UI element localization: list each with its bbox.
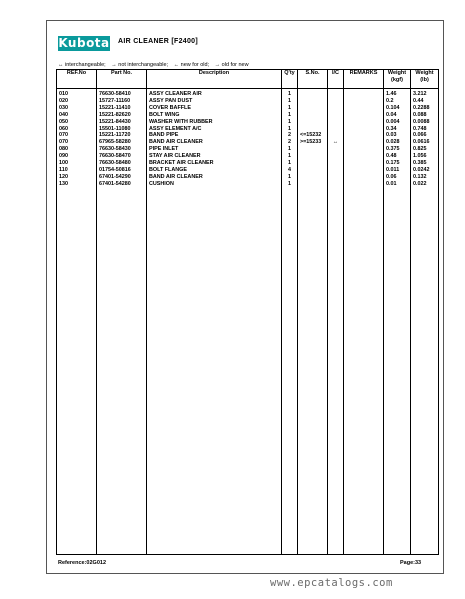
weight-lb-cell: 3.212: [411, 89, 439, 98]
ref-cell: 050: [57, 119, 97, 126]
description-cell: BAND AIR CLEANER: [147, 139, 282, 146]
col-header-ic: I/C: [328, 70, 344, 89]
serial-number-cell: [298, 181, 328, 188]
remarks-cell: [344, 160, 384, 167]
col-header-remarks: REMARKS: [344, 70, 384, 89]
description-cell: ASSY ELEMENT A/C: [147, 126, 282, 133]
table-row: [57, 139, 439, 146]
serial-number-cell: >=15233: [298, 139, 328, 146]
ic-cell: [328, 119, 344, 126]
part-number-cell: 15221-11410: [97, 105, 147, 112]
part-number-cell: 15501-11080: [97, 126, 147, 133]
remarks-cell: [344, 181, 384, 188]
ref-cell: 090: [57, 153, 97, 160]
description-cell: WASHER WITH RUBBER: [147, 119, 282, 126]
part-number-cell: 67401-54280: [97, 181, 147, 188]
empty-cell: [282, 188, 298, 555]
part-number-cell: 15221-82620: [97, 112, 147, 119]
qty-cell: 2: [282, 132, 298, 139]
serial-number-cell: [298, 167, 328, 174]
weight-lb-cell: 0.385: [411, 160, 439, 167]
qty-cell: 1: [282, 89, 298, 98]
weight-lb-cell: 0.44: [411, 98, 439, 105]
empty-cell: [97, 188, 147, 555]
serial-number-cell: [298, 112, 328, 119]
description-cell: BAND PIPE: [147, 132, 282, 139]
col-header-part: Part No.: [97, 70, 147, 89]
ref-cell: 010: [57, 89, 97, 98]
remarks-cell: [344, 132, 384, 139]
description-cell: PIPE INLET: [147, 146, 282, 153]
ref-cell: 080: [57, 146, 97, 153]
qty-cell: 1: [282, 112, 298, 119]
remarks-cell: [344, 167, 384, 174]
table-row: [57, 132, 439, 139]
qty-cell: 1: [282, 181, 298, 188]
remarks-cell: [344, 139, 384, 146]
qty-cell: 1: [282, 160, 298, 167]
table-row: [57, 105, 439, 112]
table-row: [57, 112, 439, 119]
weight-kgf-cell: 0.06: [384, 174, 411, 181]
qty-cell: 2: [282, 139, 298, 146]
table-header-row: [57, 70, 439, 89]
weight-kgf-cell: 0.04: [384, 112, 411, 119]
remarks-cell: [344, 146, 384, 153]
weight-lb-cell: 0.022: [411, 181, 439, 188]
legend-old-for-new: → old for new: [214, 62, 249, 68]
weight-kgf-cell: 1.46: [384, 89, 411, 98]
part-number-cell: 15221-84430: [97, 119, 147, 126]
col-header-qty: Q'ty: [282, 70, 298, 89]
remarks-cell: [344, 89, 384, 98]
table-row: [57, 119, 439, 126]
description-cell: BOLT WING: [147, 112, 282, 119]
table-filler-row: [57, 188, 439, 555]
weight-kgf-cell: 0.375: [384, 146, 411, 153]
part-number-cell: 67965-58280: [97, 139, 147, 146]
ref-cell: 130: [57, 181, 97, 188]
description-cell: ASSY CLEANER AIR: [147, 89, 282, 98]
remarks-cell: [344, 174, 384, 181]
weight-lb-cell: 0.748: [411, 126, 439, 133]
ic-cell: [328, 181, 344, 188]
ref-cell: 070: [57, 139, 97, 146]
serial-number-cell: [298, 105, 328, 112]
table-row: [57, 174, 439, 181]
qty-cell: 1: [282, 119, 298, 126]
legend-not-interchangeable: → not interchangeable;: [111, 62, 169, 68]
description-cell: CUSHION: [147, 181, 282, 188]
ic-cell: [328, 89, 344, 98]
table-row: [57, 181, 439, 188]
remarks-cell: [344, 119, 384, 126]
ref-cell: 070: [57, 132, 97, 139]
part-number-cell: 15727-11160: [97, 98, 147, 105]
ic-cell: ↔: [328, 139, 344, 146]
description-cell: COVER BAFFLE: [147, 105, 282, 112]
weight-lb-cell: 0.132: [411, 174, 439, 181]
weight-lb-cell: 1.056: [411, 153, 439, 160]
col-header-weight-kgf: Weight (kgf): [384, 70, 411, 89]
remarks-cell: [344, 126, 384, 133]
weight-lb-cell: 0.066: [411, 132, 439, 139]
remarks-cell: [344, 153, 384, 160]
qty-cell: 1: [282, 98, 298, 105]
part-number-cell: 67401-54290: [97, 174, 147, 181]
parts-table: [56, 69, 439, 555]
weight-lb-cell: 0.2288: [411, 105, 439, 112]
ic-cell: [328, 98, 344, 105]
empty-cell: [147, 188, 282, 555]
weight-kgf-cell: 0.01: [384, 181, 411, 188]
ref-cell: 110: [57, 167, 97, 174]
serial-number-cell: [298, 89, 328, 98]
ic-cell: [328, 105, 344, 112]
serial-number-cell: <=15232: [298, 132, 328, 139]
description-cell: BOLT FLANGE: [147, 167, 282, 174]
col-header-ref: REF.No: [57, 70, 97, 89]
weight-lb-cell: 0.825: [411, 146, 439, 153]
empty-cell: [384, 188, 411, 555]
table-row: [57, 160, 439, 167]
part-number-cell: 76630-58470: [97, 153, 147, 160]
description-cell: STAY AIR CLEANER: [147, 153, 282, 160]
remarks-cell: [344, 112, 384, 119]
ic-cell: [328, 174, 344, 181]
weight-kgf-cell: 0.175: [384, 160, 411, 167]
part-number-cell: 76630-58410: [97, 89, 147, 98]
table-row: [57, 167, 439, 174]
page-title: AIR CLEANER [F2400]: [118, 38, 198, 45]
serial-number-cell: [298, 153, 328, 160]
empty-cell: [298, 188, 328, 555]
weight-kgf-cell: 0.011: [384, 167, 411, 174]
qty-cell: 4: [282, 167, 298, 174]
ic-cell: [328, 146, 344, 153]
weight-lb-cell: 0.0088: [411, 119, 439, 126]
weight-lb-cell: 0.0242: [411, 167, 439, 174]
legend-new-for-old: ← new for old;: [173, 62, 210, 68]
ic-cell: [328, 167, 344, 174]
kubota-logo: Kubota: [58, 36, 110, 50]
description-cell: ASSY PAN DUST: [147, 98, 282, 105]
weight-kgf-cell: 0.48: [384, 153, 411, 160]
ref-cell: 020: [57, 98, 97, 105]
serial-number-cell: [298, 126, 328, 133]
weight-kgf-cell: 0.004: [384, 119, 411, 126]
legend: [58, 62, 253, 68]
ref-cell: 030: [57, 105, 97, 112]
part-number-cell: 76630-58430: [97, 146, 147, 153]
empty-cell: [344, 188, 384, 555]
part-number-cell: 15221-11720: [97, 132, 147, 139]
table-row: [57, 98, 439, 105]
watermark: www.epcatalogs.com: [270, 577, 393, 589]
legend-interchangeable: ↔ interchangeable;: [58, 62, 106, 68]
qty-cell: 1: [282, 105, 298, 112]
qty-cell: 1: [282, 126, 298, 133]
ic-cell: [328, 160, 344, 167]
col-header-description: Description: [147, 70, 282, 89]
weight-kgf-cell: 0.028: [384, 139, 411, 146]
ref-cell: 120: [57, 174, 97, 181]
table-row: [57, 153, 439, 160]
weight-kgf-cell: 0.2: [384, 98, 411, 105]
footer-page-number: Page:33: [400, 560, 422, 566]
empty-cell: [411, 188, 439, 555]
serial-number-cell: [298, 160, 328, 167]
weight-kgf-cell: 0.104: [384, 105, 411, 112]
weight-kgf-cell: 0.34: [384, 126, 411, 133]
table-row: [57, 126, 439, 133]
ref-cell: 060: [57, 126, 97, 133]
ic-cell: [328, 112, 344, 119]
remarks-cell: [344, 105, 384, 112]
serial-number-cell: [298, 146, 328, 153]
remarks-cell: [344, 98, 384, 105]
ref-cell: 040: [57, 112, 97, 119]
description-cell: BAND AIR CLEANER: [147, 174, 282, 181]
empty-cell: [328, 188, 344, 555]
empty-cell: [57, 188, 97, 555]
col-header-weight-lb: Weight (lb): [411, 70, 439, 89]
qty-cell: 1: [282, 153, 298, 160]
qty-cell: 1: [282, 174, 298, 181]
table-row: [57, 89, 439, 98]
serial-number-cell: [298, 98, 328, 105]
part-number-cell: 76630-58480: [97, 160, 147, 167]
col-header-sno: S.No.: [298, 70, 328, 89]
description-cell: BRACKET AIR CLEANER: [147, 160, 282, 167]
serial-number-cell: [298, 174, 328, 181]
qty-cell: 1: [282, 146, 298, 153]
weight-kgf-cell: 0.03: [384, 132, 411, 139]
table-row: [57, 146, 439, 153]
weight-lb-cell: 0.088: [411, 112, 439, 119]
part-number-cell: 01754-50816: [97, 167, 147, 174]
ref-cell: 100: [57, 160, 97, 167]
ic-cell: [328, 132, 344, 139]
serial-number-cell: [298, 119, 328, 126]
ic-cell: [328, 126, 344, 133]
ic-cell: [328, 153, 344, 160]
weight-lb-cell: 0.0616: [411, 139, 439, 146]
footer-reference: Reference:02G012: [58, 560, 107, 566]
